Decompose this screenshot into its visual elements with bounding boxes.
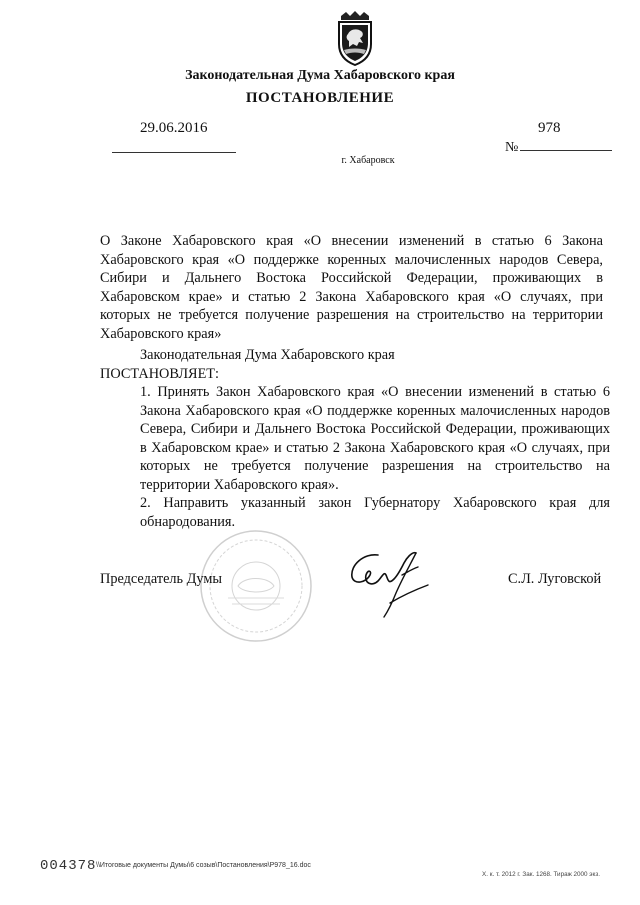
number-sign: № (505, 140, 519, 155)
city: г. Хабаровск (341, 155, 395, 166)
document-number: 978 (538, 120, 561, 136)
document-serial-number: 004378 (40, 858, 97, 874)
number-underline (520, 150, 612, 151)
print-info: Х. к. т. 2012 г. Зак. 1268. Тираж 2000 экз. (482, 871, 600, 878)
handwritten-signature-icon (342, 545, 434, 621)
body-intro-line2: ПОСТАНОВЛЯЕТ: (100, 365, 220, 382)
date-underline (112, 152, 236, 153)
document-date: 29.06.2016 (140, 120, 208, 136)
chairman-name: С.Л. Луговской (508, 571, 602, 587)
file-path: \\Итоговые документы Думы\6 созыв\Постановления\P978_16.doc (96, 862, 311, 869)
body-item-2: 2. Направить указанный закон Губернатору Хабаровского края для обнародования. (140, 495, 610, 530)
khabarovsk-coat-of-arms-icon (332, 10, 378, 66)
body-item-1: 1. Принять Закон Хабаровского края «О внесении изменений в статью 6 Закона Хабаровского края «О поддержке коренных малочисленных народов Севера, Сибири и Дальнего Востока Российской Федерации, проживающих в Хабаровском крае» и статью 2 Закона Хабаровского края «О случаях, при которых не требуется получение разрешения на строительство на территории Хабаровского края». (140, 384, 610, 493)
chairman-title: Председатель Думы (100, 571, 223, 587)
organization-name: Законодательная Дума Хабаровского края (185, 68, 455, 83)
body-intro-line1: Законодательная Дума Хабаровского края (140, 347, 395, 363)
resolution-title: О Законе Хабаровского края «О внесении изменений в статью 6 Закона Хабаровского края «О поддержке коренных малочисленных народов Севера, Сибири и Дальнего Востока Российской Федерации, проживающих в Хабаровском крае» и статью 2 Закона Хабаровского края «О случаях, при которых не требуется получение разрешения на строительство на территории Хабаровского края» (100, 233, 603, 342)
resolution-body (100, 346, 610, 531)
document-type: ПОСТАНОВЛЕНИЕ (245, 90, 395, 106)
